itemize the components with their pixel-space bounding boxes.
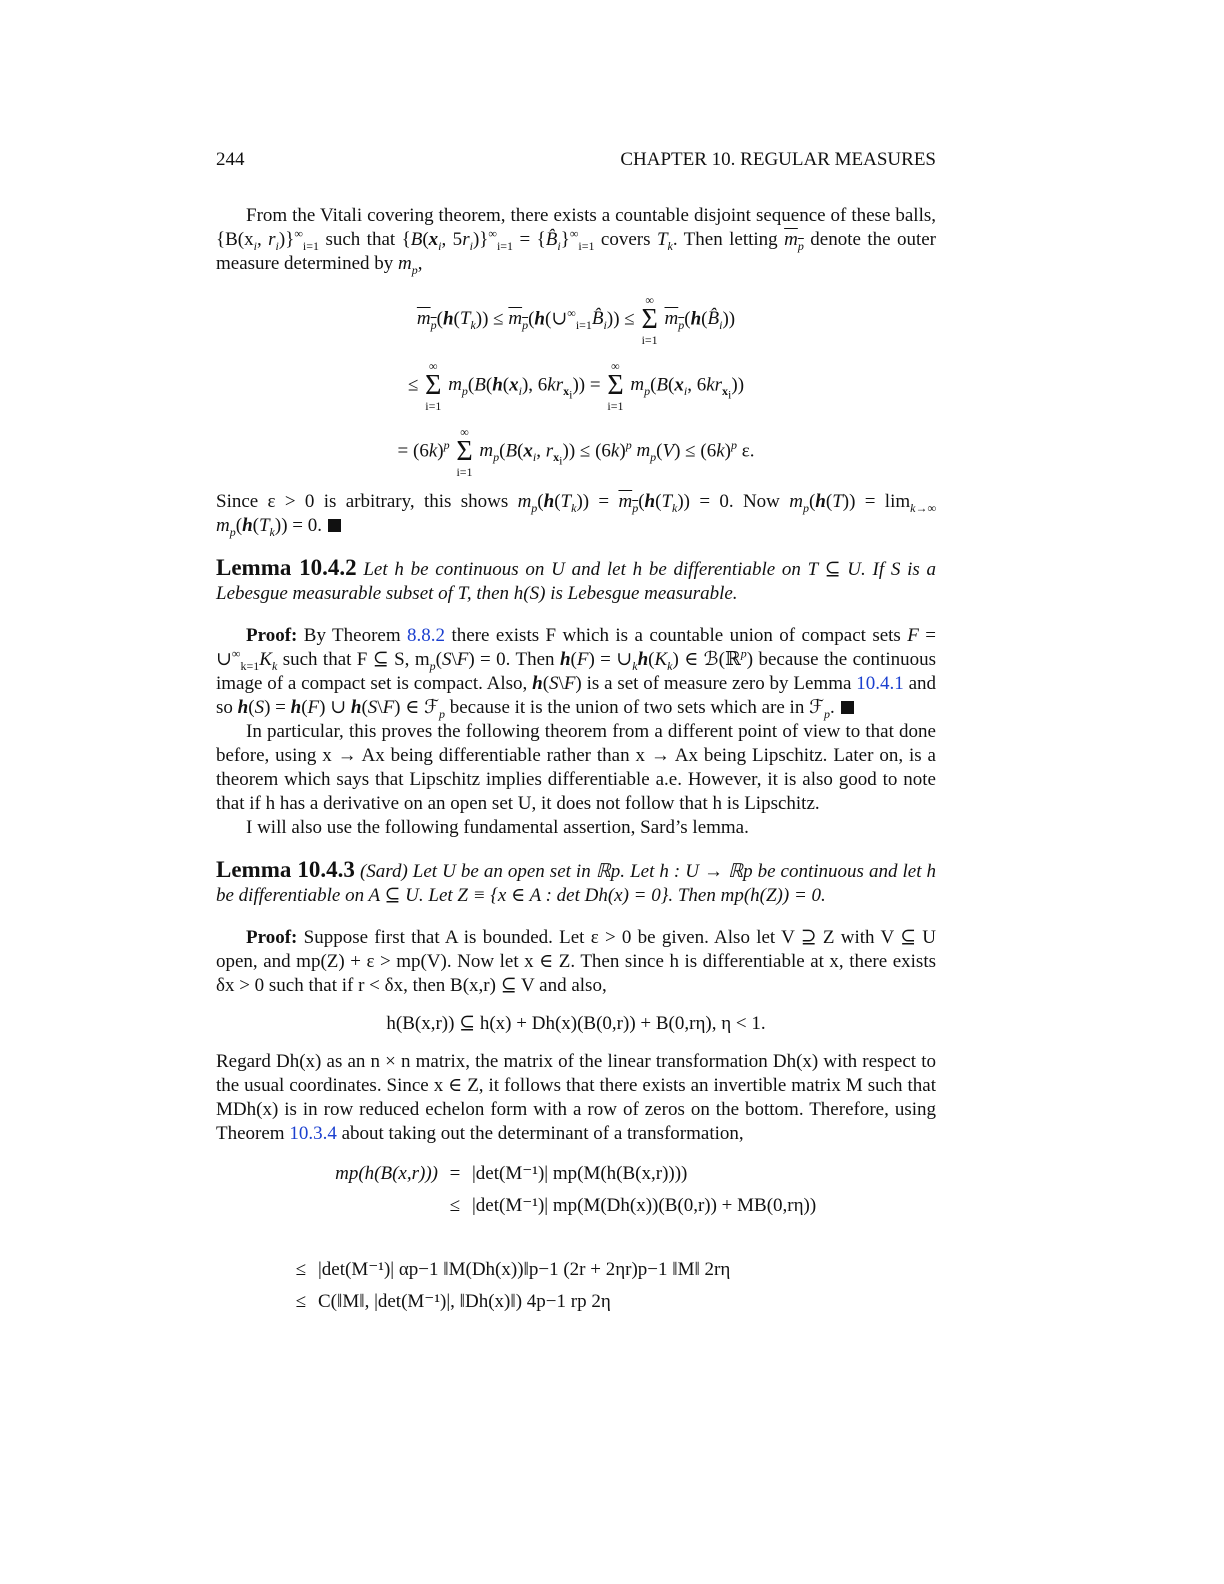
equation-line-2: ≤ ∞ Σ i=1 $m_p(B(h(x_i)$, $6kr_{x_i}$)) = ∞ Σ i=1 $m_p(B(x_i$, $6kr_{x_i}$)) xyxy=(407,359,745,413)
align-rhs: |det(M⁻¹)| αp−1 ‖M(Dh(x))‖p−1 (2r + 2ηr)p−1 ‖M‖ 2rη xyxy=(318,1259,731,1280)
theorem-link-8-8-2[interactable]: 8.8.2 xyxy=(407,625,446,646)
paragraph-regard: Regard Dh(x) as an n × n matrix, the matrix of the linear transformation Dh(x) with respect to the usual coordinates. Since x ∈ Z, it follows that there exists an invertible matrix M such that MDh(x) is in row reduced echelon form with a row of zeros on the bottom. Therefore, using Theorem 10.3.4 about taking out the determinant of a transformation, xyxy=(216,1051,936,1144)
proof-lemma-10-4-2: Proof: By Theorem 8.8.2 there exists F which is a countable union of compact sets $F = \cup^\infty_{k=1}K_k$ such that F ⊆ S, $m_p(S\backslash F) = 0$. Then $h(F) = \cup_kh(K_k)$ ∈ ℬ(ℝ$^p$) because the continuous image of a compact set is compact. Also, h(S\F) is a set of measure zero by Lemma 10.4.1 and so h(S) = h(F) ∪ h(S\F) ∈ ℱ$_p$ because it is the union of two sets which are in ℱ$_p$. xyxy=(216,625,937,721)
align-lhs: mp(h(B(x,r))) xyxy=(335,1163,438,1184)
lemma-10-4-3 xyxy=(216,858,936,908)
page-number: 244 xyxy=(216,149,245,170)
page-header xyxy=(216,148,936,172)
page-body xyxy=(216,204,936,1314)
equation-line-1: $m_p(h(T_k))$ ≤ $m_p(h(\cup^\infty_{i=1}B̂_i))$ ≤ ∞ Σ i=1 $m_p(h(B̂_i))$ xyxy=(416,293,736,347)
lemma-link-10-4-1[interactable]: 10.4.1 xyxy=(856,673,904,694)
align-rhs: |det(M⁻¹)| mp(M(Dh(x))(B(0,r)) + MB(0,rη)) xyxy=(472,1195,817,1216)
equation-inclusion: h(B(x,r)) ⊆ h(x) + Dh(x)(B(0,r)) + B(0,rη), η < 1. xyxy=(386,1013,766,1034)
lemma-10-4-2 xyxy=(216,556,936,606)
theorem-link-10-3-4[interactable]: 10.3.4 xyxy=(289,1123,337,1144)
paragraph-sard-intro: I will also use the following fundamental assertion, Sard’s lemma. xyxy=(246,817,749,838)
align-rhs: |det(M⁻¹)| mp(M(h(B(x,r)))) xyxy=(472,1163,688,1184)
paragraph-conclusion: Since ε > 0 is arbitrary, this shows $m_p(h(T_k)) = m_p(h(T_k)) = 0$. Now $m_p(h(T)) = \lim_{k\to\infty} m_p(h(T_k)) = 0$. xyxy=(216,491,937,539)
equation-align-1 xyxy=(228,1162,936,1218)
align-rel: ≤ xyxy=(295,1291,307,1312)
qed-mark xyxy=(841,701,854,714)
align-lhs xyxy=(228,1194,438,1218)
running-title: CHAPTER 10. REGULAR MEASURES xyxy=(620,149,936,170)
equation-align-2 xyxy=(284,1258,936,1314)
align-rel: ≤ xyxy=(449,1195,461,1216)
align-rhs: C(‖M‖, |det(M⁻¹)|, ‖Dh(x)‖) 4p−1 rp 2η xyxy=(318,1291,611,1312)
qed-mark xyxy=(328,519,341,532)
lemma-statement: Let h be continuous on U and let h be differentiable on T ⊆ U. If S is a Lebesgue measurable subset of T, then h(S) is Lebesgue measurable. xyxy=(216,559,937,604)
paragraph-vitali: From the Vitali covering theorem, there exists a countable disjoint sequence of these balls, {$B(x_i$, $r_i)\}^\infty_{i=1}$ such that {$B(x_i$, $5r_i)\}^\infty_{i=1}$ = $\{B̂_i\}^\infty_{i=1}$ covers $T_k$. Then letting $m_p$ denote the outer measure determined by $m_p$, xyxy=(216,205,937,277)
equation-line-3: = $(6k)^p$ ∞ Σ i=1 $m_p(B(x_i$, $r_{x_i})) \le (6k)^p$ $m_p(V) \le (6k)^p$ ε. xyxy=(397,425,755,479)
lemma-title: Lemma 10.4.3 xyxy=(216,857,355,882)
lemma-title: Lemma 10.4.2 xyxy=(216,555,357,580)
align-rel: = xyxy=(449,1163,461,1184)
proof-lemma-10-4-3: Proof: Suppose first that A is bounded. Let ε > 0 be given. Also let V ⊇ Z with V ⊆ U open, and mp(Z) + ε > mp(V). Now let x ∈ Z. Then since h is differentiable at x, there exists δx > 0 such that if r < δx, then B(x,r) ⊆ V and also, xyxy=(216,927,937,996)
lemma-statement: (Sard) Let U be an open set in ℝp. Let h : U → ℝp be continuous and let h be differentiable on A ⊆ U. Let Z ≡ {x ∈ A : det Dh(x) = 0}. Then mp(h(Z)) = 0. xyxy=(216,861,937,906)
align-rel: ≤ xyxy=(295,1259,307,1280)
paragraph-particular: In particular, this proves the following theorem from a different point of view to that done before, using x → Ax being differentiable rather than x → Ax being Lipschitz. Later on, is a theorem which says that Lipschitz implies differentiable a.e. However, it is also good to note that if h has a derivative on an open set U, it does not follow that h is Lipschitz. xyxy=(216,721,936,814)
